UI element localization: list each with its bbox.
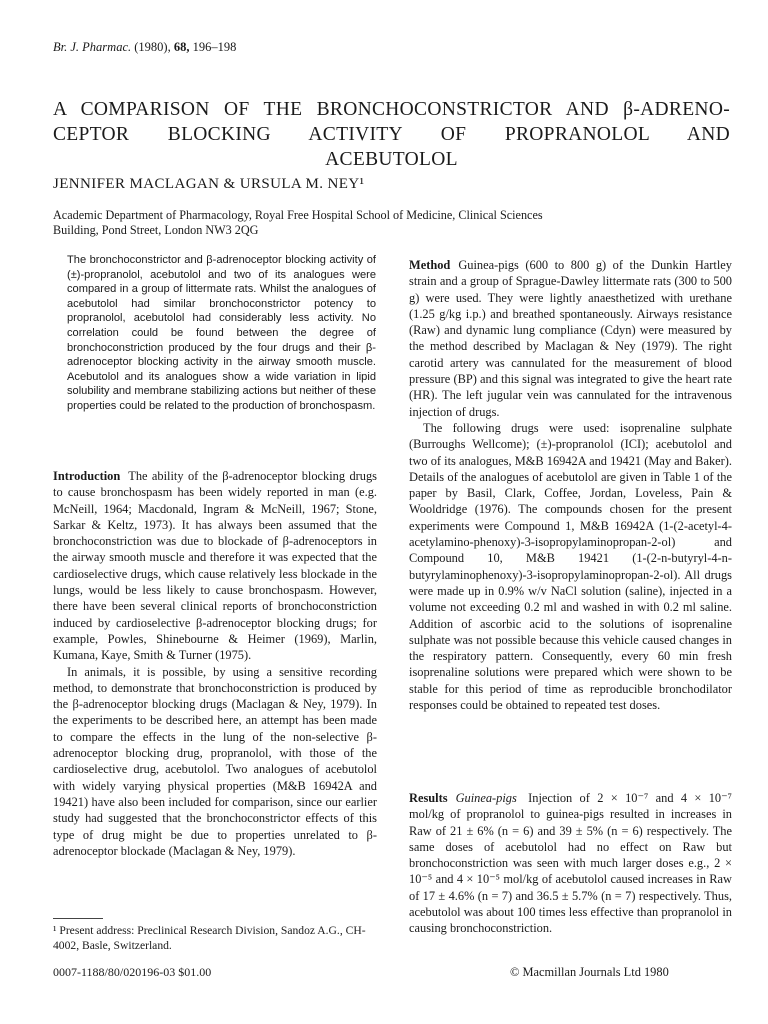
affiliation-line-2: Building, Pond Street, London NW3 2QG — [53, 222, 259, 237]
method-heading: Method — [409, 258, 451, 272]
results-paragraph-1 — [409, 790, 732, 937]
journal-year: (1980), — [134, 40, 171, 54]
journal-citation — [53, 40, 236, 55]
intro-paragraph-2: In animals, it is possible, by using a sensitive recording method, to demonstrate that bronchoconstriction is produced by the β-adrenoceptor blocking drugs (Maclagan & Ney, 1979). In the experiments to be described here, an attempt has been made to compare the effects in the lung of the non-selective β-adrenoceptor blocking drug, propranolol, with those of the cardioselective drug, acebutolol. Two analogues of acebutolol with widely varying physical properties (M&B 16942A and 19421) have also been included for comparison, since our earlier study had suggested that the bronchoconstrictor effects of this type of drug might be due to properties unrelated to β-adrenoceptor blockade (Maclagan & Ney, 1979). — [53, 664, 377, 858]
intro-heading: Introduction — [53, 469, 121, 483]
article-code: 0007-1188/80/020196-03 $01.00 — [53, 965, 212, 979]
affiliation-line-1: Academic Department of Pharmacology, Royal Free Hospital School of Medicine, Clinical Sciences — [53, 208, 543, 222]
intro-text-1: The ability of the β-adrenoceptor blocking drugs to cause bronchospasm has been widely reported in man (e.g. McNeill, 1964; Macdonald, Ingram & McNeill, 1967; Stone, Sarkar & Keltz, 1973). It has always been assumed that the bronchoconstriction was due to blockade of β-adrenoceptors in the airway smooth muscle and therefore it was expected that the cardioselective drugs, which cause relatively less blockade in the lungs, would be less likely to cause bronchospasm. However, there have been several clinical reports of bronchoconstriction induced by cardioselective β-adrenoceptor blocking drugs; for example, Powles, Shinebourne & Heimer (1969), Marlin, Kumana, Kaye, Smith & Turner (1975). — [53, 469, 377, 663]
journal-name: Br. J. Pharmac. — [53, 40, 132, 54]
authors: JENNIFER MACLAGAN & URSULA M. NEY¹ — [53, 176, 365, 192]
method-paragraph-2: The following drugs were used: isoprenaline sulphate (Burroughs Wellcome); (±)-propranolol (ICI); acebutolol and two of its analogues, M&B 16942A and 19421 (May and Baker). Details of the analogues of acebutolol are given in Table 1 of the paper by Basil, Clark, Coffee, Jordan, Loveless, Pain & Wooldridge (1976). The compounds chosen for the present experiments were Compound 1, M&B 16942A (1-(2-acetyl-4-acetylamino-phenoxy)-3-isopropylaminopropan-2-ol) and Compound 10, M&B 19421 (1-(2-n-butyryl-4-n-butyrylaminophenoxy)-3-isopropylaminopropan-2-ol). All drugs were made up in 0.9% w/v NaCl solution (saline), injected in a volume not exceeding 0.2 ml and washed in with 0.2 ml saline. Addition of ascorbic acid to the solutions of isoprenaline sulphate was not possible because this vehicle caused changes in the respiratory pattern. Consequently, every 60 min fresh isoprenaline solutions were prepared which were shown to be stable for this period of time as reproducible bronchodilator responses could be obtained to repeated test doses. — [409, 420, 732, 713]
article-title — [53, 97, 730, 172]
introduction-section — [53, 468, 377, 859]
copyright: © Macmillan Journals Ltd 1980 — [510, 965, 669, 979]
method-section — [409, 257, 732, 713]
journal-pages: 196–198 — [192, 40, 237, 54]
footnote: ¹ Present address: Preclinical Research Division, Sandoz A.G., CH-4002, Basle, Switzerland. — [53, 924, 366, 952]
results-heading: Results — [409, 791, 448, 805]
method-text-1: Guinea-pigs (600 to 800 g) of the Dunkin Hartley strain and a group of Sprague-Dawley littermate rats (300 to 500 g) were used. They were lightly anaesthetized with urethane (1.25 g/kg i.p.) and breathed spontaneously. Airways resistance (Raw) and dynamic lung compliance (Cdyn) were measured by the method described by Maclagan & Ney (1979). The right carotid artery was cannulated for the measurement of blood pressure (BP) and this signal was integrated to give the heart rate (HR). The left jugular vein was cannulated for the intravenous injection of drugs. — [409, 258, 732, 419]
title-line-2: CEPTOR BLOCKING ACTIVITY OF PROPRANOLOL AND — [53, 124, 730, 145]
journal-volume: 68, — [173, 40, 190, 54]
title-line-3: ACEBUTOLOL — [325, 149, 458, 170]
results-section — [409, 790, 732, 937]
title-line-1: A COMPARISON OF THE BRONCHOCONSTRICTOR AND β-ADRENO- — [53, 99, 730, 120]
footnote-divider — [53, 918, 103, 919]
method-paragraph-1 — [409, 257, 732, 420]
abstract: The bronchoconstrictor and β-adrenoceptor blocking activity of (±)-propranolol, acebutolol and two of its analogues were compared in a group of littermate rats. Whilst the analogues of acebutolol had similar bronchoconstrictor potency to propranolol, acebutolol had considerably less activity. No correlation could be found between the degree of bronchoconstriction produced by the four drugs and their β-adrenoceptor blocking activity in the airway smooth muscle. Acebutolol and its analogues show a wide variation in lipid solubility and membrane stabilizing actions but neither of these properties could be related to the production of bronchospasm. — [67, 254, 376, 412]
results-subheading: Guinea-pigs — [455, 791, 517, 805]
intro-paragraph-1 — [53, 468, 377, 664]
results-text-1: Injection of 2 × 10⁻⁷ and 4 × 10⁻⁷ mol/kg of propranolol to guinea-pigs resulted in increases in Raw of 21 ± 6% (n = 6) and 39 ± 5% (n = 6) respectively. The same doses of acebutolol had no effect on Raw but bronchoconstriction was seen with much larger doses e.g., 2 × 10⁻⁵ and 4 × 10⁻⁵ mol/kg of acebutolol caused increases in Raw of 17 ± 4.6% (n = 7) and 36.5 ± 5.7% (n = 7) respectively. Thus, acebutolol was about 100 times less effective than propranolol in causing bronchoconstriction. — [409, 791, 732, 936]
affiliation — [53, 208, 613, 237]
